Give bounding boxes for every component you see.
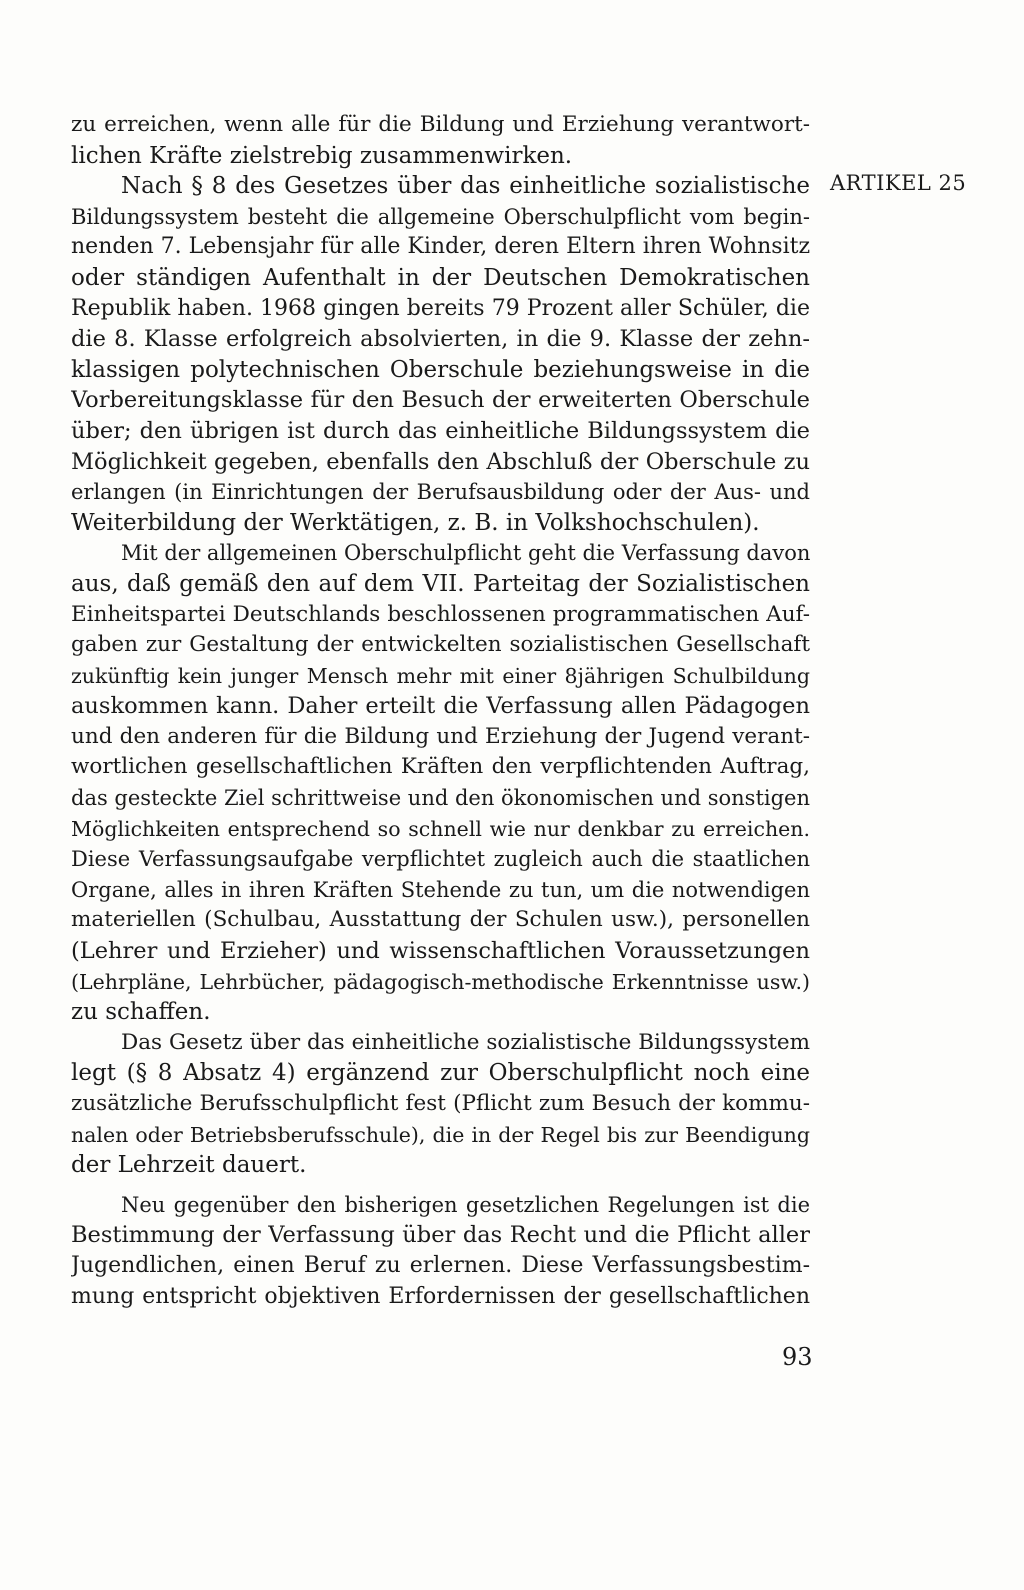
text-line: gaben zur Gestaltung der entwickelten sozialistischen Gesellschaft (71, 632, 810, 658)
text-line: Neu gegenüber den bisherigen gesetzlichen Regelungen ist die (121, 1192, 810, 1217)
text-line: lichen Kräfte zielstrebig zusammenwirken. (71, 142, 573, 169)
text-line: auskommen kann. Daher erteilt die Verfassung allen Pädagogen (71, 693, 810, 720)
text-line: Einheitspartei Deutschlands beschlossenen programmatischen Auf- (71, 601, 810, 627)
body-text (71, 110, 810, 1312)
text-line: Vorbereitungsklasse für den Besuch der erweiterten Oberschule (71, 387, 810, 414)
text-line: legt (§ 8 Absatz 4) ergänzend zur Oberschulpflicht noch eine (71, 1060, 810, 1087)
text-line: erlangen (in Einrichtungen der Berufsausbildung oder der Aus- und (71, 480, 810, 505)
text-line: klassigen polytechnischen Oberschule beziehungsweise in die (71, 356, 810, 383)
text-line: zusätzliche Berufsschulpflicht fest (Pflicht zum Besuch der kommu- (71, 1091, 810, 1116)
text-line: Jugendlichen, einen Beruf zu erlernen. Diese Verfassungsbestim- (71, 1252, 810, 1278)
text-line: Bildungssystem besteht die allgemeine Oberschulpflicht vom begin- (71, 204, 810, 229)
text-line: Weiterbildung der Werktätigen, z. B. in Volkshochschulen). (71, 509, 760, 536)
article-margin-note: ARTIKEL 25 (830, 171, 967, 195)
paragraph-2 (71, 171, 810, 538)
text-line: zu erreichen, wenn alle für die Bildung und Erziehung verantwort- (71, 112, 810, 137)
text-line: Möglichkeit gegeben, ebenfalls den Abschluß der Oberschule zu (71, 448, 810, 475)
text-line: nalen oder Betriebsberufsschule), die in der Regel bis zur Beendigung (71, 1122, 810, 1147)
text-line: wortlichen gesellschaftlichen Kräften den verpflichtenden Auftrag, (71, 754, 810, 780)
text-line: (Lehrer und Erzieher) und wissenschaftlichen Voraussetzungen (71, 938, 810, 965)
text-line: (Lehrpläne, Lehrbücher, pädagogisch-methodische Erkenntnisse usw.) (71, 969, 810, 994)
text-line: Das Gesetz über das einheitliche sozialistische Bildungssystem (121, 1029, 810, 1055)
text-line: nenden 7. Lebensjahr für alle Kinder, deren Eltern ihren Wohnsitz (71, 234, 810, 260)
text-line: materiellen (Schulbau, Ausstattung der Schulen usw.), personellen (71, 907, 810, 933)
text-line: über; den übrigen ist durch das einheitliche Bildungssystem die (71, 417, 810, 444)
paragraph-1 (71, 110, 810, 171)
text-line: Republik haben. 1968 gingen bereits 79 Prozent aller Schüler, die (71, 295, 810, 321)
text-line: Organe, alles in ihren Kräften Stehende zu tun, um die notwendigen (71, 877, 810, 902)
paragraph-3 (71, 538, 810, 1028)
text-line: zukünftig kein junger Mensch mehr mit einer 8jährigen Schulbildung (71, 663, 810, 688)
text-line: Nach § 8 des Gesetzes über das einheitliche sozialistische (121, 173, 810, 200)
text-line: der Lehrzeit dauert. (71, 1152, 307, 1179)
page-number: 93 (782, 1343, 813, 1371)
text-line: aus, daß gemäß den auf dem VII. Parteitag der Sozialistischen (71, 570, 810, 597)
paragraph-5 (71, 1190, 810, 1312)
text-line: oder ständigen Aufenthalt in der Deutschen Demokratischen (71, 264, 810, 291)
text-line: zu schaffen. (71, 999, 211, 1026)
text-line: und den anderen für die Bildung und Erziehung der Jugend verant- (71, 723, 810, 749)
text-line: Diese Verfassungsaufgabe verpflichtet zugleich auch die staatlichen (71, 847, 810, 872)
text-line: die 8. Klasse erfolgreich absolvierten, in die 9. Klasse der zehn- (71, 326, 810, 353)
text-line: Mit der allgemeinen Oberschulpflicht geht die Verfassung davon (121, 541, 810, 566)
text-line: Möglichkeiten entsprechend so schnell wie nur denkbar zu erreichen. (71, 816, 810, 841)
text-line: das gesteckte Ziel schrittweise und den ökonomischen und sonstigen (71, 786, 810, 811)
paragraph-4 (71, 1028, 810, 1181)
text-line: mung entspricht objektiven Erfordernissen der gesellschaftlichen (71, 1283, 810, 1309)
text-line: Bestimmung der Verfassung über das Recht und die Pflicht aller (71, 1222, 810, 1249)
